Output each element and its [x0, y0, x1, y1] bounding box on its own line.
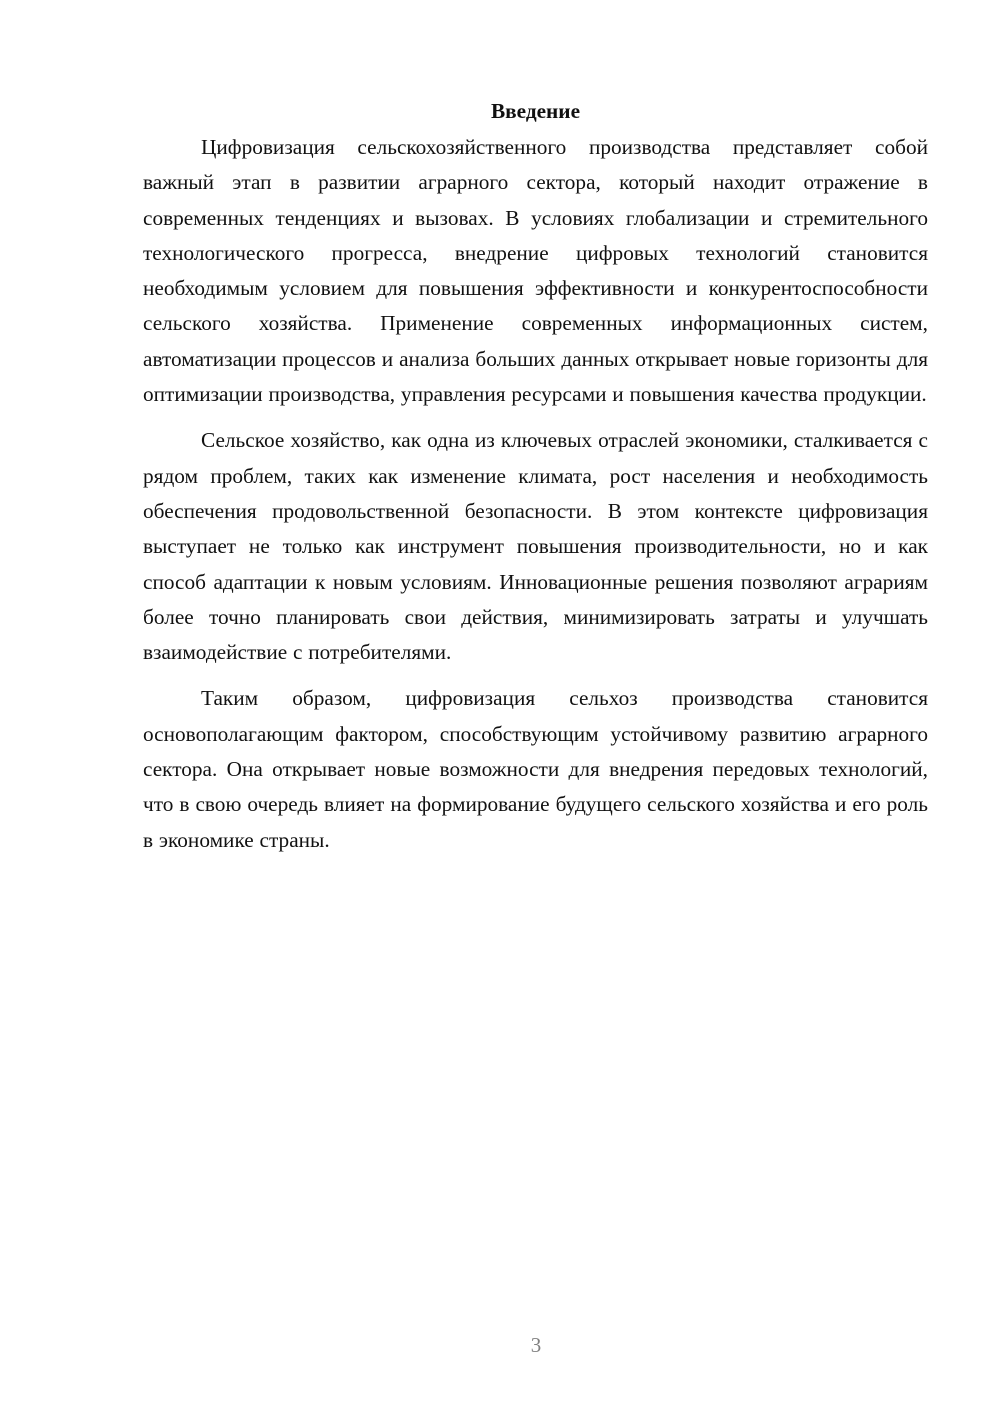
- document-body: [143, 94, 928, 858]
- paragraph-intro: Цифровизация сельскохозяйственного производства представляет собой важный этап в развитии аграрного сектора, который находит отражение в современных тенденциях и вызовах. В условиях глобализации и стремительного технологического прогресса, внедрение цифровых технологий становится необходимым условием для повышения эффективности и конкурентоспособности сельского хозяйства. Применение современных информационных систем, автоматизации процессов и анализа больших данных открывает новые горизонты для оптимизации производства, управления ресурсами и повышения качества продукции.: [143, 135, 928, 407]
- section-title: Введение: [490, 99, 581, 123]
- page-number: 3: [530, 1333, 542, 1357]
- paragraph-conclusion: Таким образом, цифровизация сельхоз производства становится основополагающим фактором, способствующим устойчивому развитию аграрного сектора. Она открывает новые возможности для внедрения передовых технологий, что в свою очередь влияет на формирование будущего сельского хозяйства и его роль в экономике страны.: [143, 686, 928, 852]
- paragraph-challenges: Сельское хозяйство, как одна из ключевых отраслей экономики, сталкивается с рядом проблем, таких как изменение климата, рост населения и необходимость обеспечения продовольственной безопасности. В этом контексте цифровизация выступает не только как инструмент повышения производительности, но и как способ адаптации к новым условиям. Инновационные решения позволяют аграриям более точно планировать свои действия, минимизировать затраты и улучшать взаимодействие с потребителями.: [143, 428, 928, 665]
